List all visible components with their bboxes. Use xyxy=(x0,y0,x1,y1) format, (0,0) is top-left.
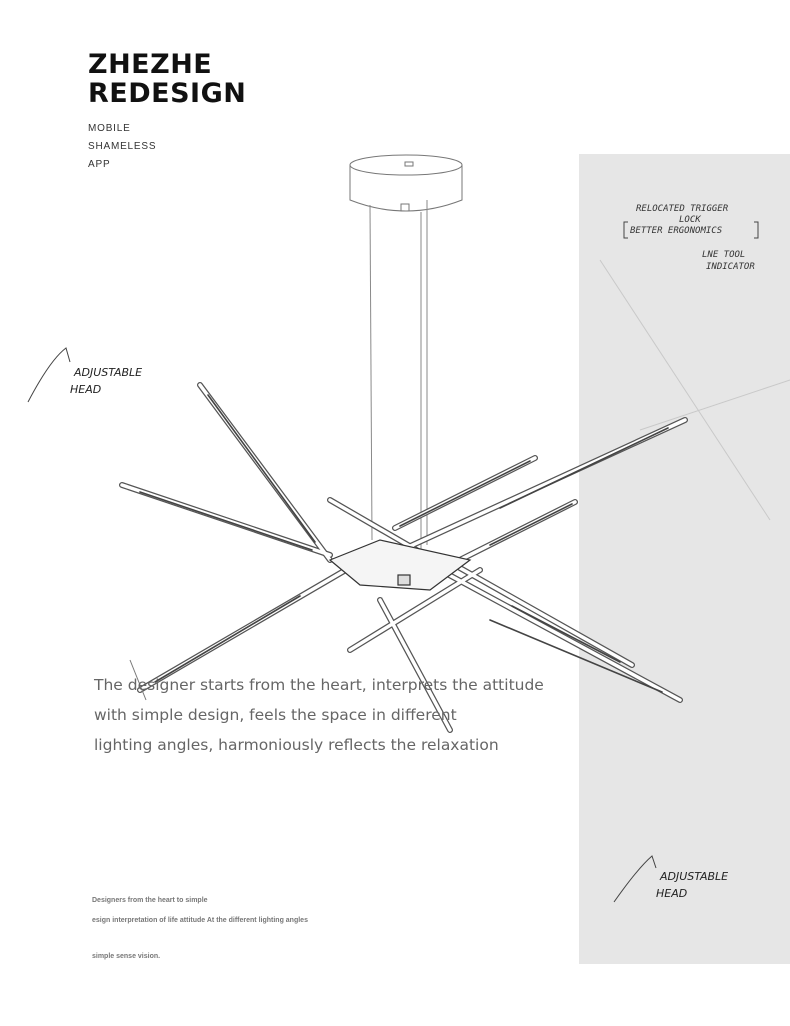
description-line-1: The designer starts from the heart, interprets the attitude xyxy=(94,676,544,694)
title-line-2: REDESIGN xyxy=(88,78,247,109)
note-line-4: LNE TOOL xyxy=(702,250,746,260)
note-line-2: LOCK xyxy=(679,215,701,225)
footer-line-1: Designers from the heart to simple xyxy=(92,897,208,904)
tag-shameless: SHAMELESS xyxy=(88,141,157,152)
description xyxy=(94,670,544,760)
tag-app: APP xyxy=(88,159,111,170)
note-line-5: INDICATOR xyxy=(706,262,755,272)
note-line-1: RELOCATED TRIGGER xyxy=(636,204,729,214)
description-line-3: lighting angles, harmoniously reflects the relaxation xyxy=(94,736,499,754)
footer-line-2: esign interpretation of life attitude At the different lighting angles xyxy=(92,917,308,924)
footer-line-3: simple sense vision. xyxy=(92,953,161,960)
title-line-1: ZHEZHE xyxy=(88,49,213,80)
left-annotation-line-2: HEAD xyxy=(70,383,102,396)
left-annotation-line-1: ADJUSTABLE xyxy=(74,366,143,379)
panel-annotation-line-1: ADJUSTABLE xyxy=(660,870,729,883)
note-line-3: BETTER ERGONOMICS xyxy=(630,226,723,236)
tag-mobile: MOBILE xyxy=(88,123,131,134)
panel-annotation-line-2: HEAD xyxy=(656,887,688,900)
description-line-2: with simple design, feels the space in different xyxy=(94,706,457,724)
